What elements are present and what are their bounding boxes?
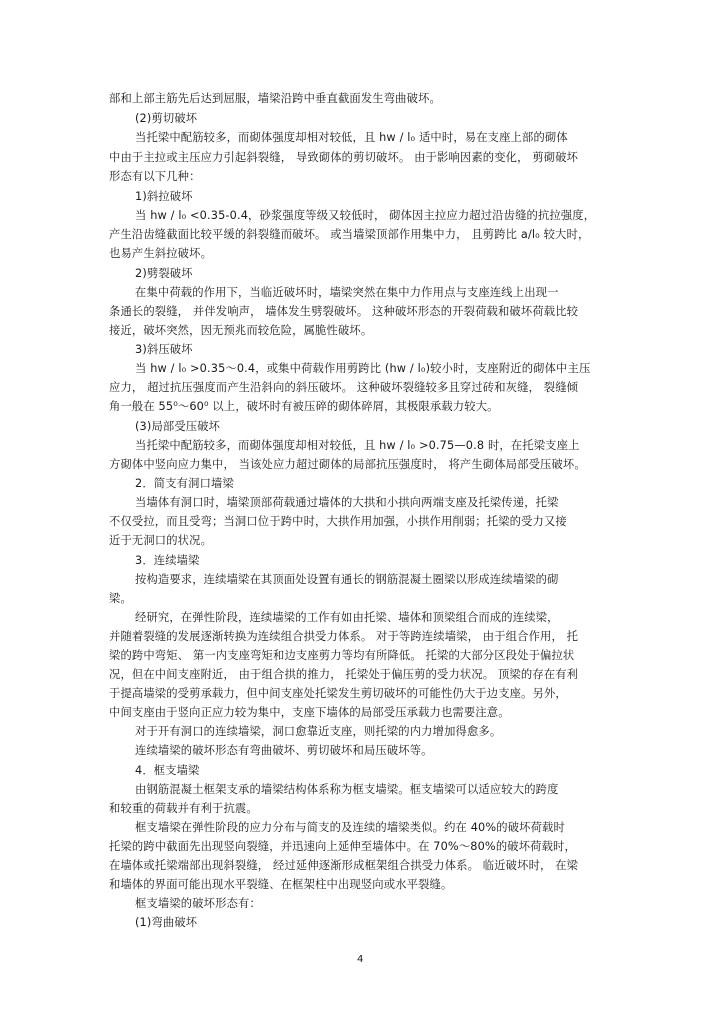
text-line: 和较重的荷载并有利于抗震。 [109,802,258,815]
section-heading-shear: (2)剪切破坏 [135,112,198,125]
text-line: 中间支座由于竖向正应力较为集中，支座下墙体的局部受压承载力也需要注意。 [109,706,510,719]
text-line: 于提高墙梁的受剪承载力，但中间支座处托梁发生剪切破坏的可能性仍大于边支座。另外， [109,687,567,700]
text-line: 托梁的跨中截面先出现竖向裂缝，并迅速向上延伸至墙体中。在 70%～80%的破坏荷载时， [109,840,576,853]
text-line: 产生沿齿缝截面比较平缓的斜裂缝而破坏。 或当墙梁顶部作用集中力， 且剪跨比 a/l₀ 较大时， [109,228,590,241]
section-heading-frame-supported: 4．框支墙梁 [135,764,200,777]
text-line: 当托梁中配筋较多，而砌体强度却相对较低，且 hw / l₀ 适中时，易在支座上部的砌体 [135,131,568,144]
text-line: 中由于主拉或主压应力引起斜裂缝， 导致砌体的剪切破坏。 由于影响因素的变化， 剪砌破坏 [109,151,579,164]
text-line: 当托梁中配筋较多，而砌体强度却相对较低，且 hw / l₀ >0.75—0.8 时，在托梁支座上 [135,439,580,452]
text-line: 近于无洞口的状况。 [109,534,213,547]
page-number: 4 [357,954,364,965]
text-line: 由钢筋混凝土框架支承的墙梁结构体系称为框支墙梁。框支墙梁可以适应较大的跨度 [135,783,559,796]
text-line: 和墙体的界面可能出现水平裂缝、在框架柱中出现竖向或水平裂缝。 [109,878,453,891]
text-line: 在墙体或托梁端部出现斜裂缝， 经过延伸逐渐形成框架组合拱受力体系。 临近破坏时， 在梁 [109,859,579,872]
subheading-diagonal-tension: 1)斜拉破坏 [135,190,193,203]
text-line: 形态有以下几种： [109,170,201,183]
text-line: 连续墙梁的破坏形态有弯曲破坏、剪切破坏和局压破坏等。 [135,744,433,757]
text-line: 接近，破坏突然，因无预兆而较危险，属脆性破坏。 [109,324,373,337]
text-line: 方砌体中竖向应力集中， 当该处应力超过砌体的局部抗压强度时， 将产生砌体局部受压破坏。 [109,458,586,471]
text-line: 框支墙梁的破坏形态有： [135,897,261,910]
subheading-bending-failure: (1)弯曲破坏 [135,916,198,929]
text-line: 部和上部主筋先后达到屈服，墙梁沿跨中垂直截面发生弯曲破坏。 [109,92,441,105]
text-line: 在集中荷载的作用下，当临近破坏时，墙梁突然在集中力作用点与支座连线上出现一 [135,286,559,299]
text-line: 条通长的裂缝， 并伴发响声， 墙体发生劈裂破坏。 这种破坏形态的开裂荷载和破坏荷载比较 [109,305,579,318]
text-line: 对于开有洞口的连续墙梁，洞口愈靠近支座，则托梁的内力增加得愈多。 [135,725,502,738]
section-heading-local-compression: (3)局部受压破坏 [135,420,221,433]
text-line: 角一般在 55⁰～60⁰ 以上，破坏时有被压碎的砌体碎屑，其极限承载力较大。 [109,400,499,413]
subheading-diagonal-compression: 3)斜压破坏 [135,343,193,356]
subheading-splitting: 2)劈裂破坏 [135,267,193,280]
text-line: 当 hw / l₀ >0.35～0.4，或集中荷载作用剪跨比 (hw / l₀)较小时，支座附近的砌体中主压 [135,362,591,375]
text-line: 也易产生斜拉破坏。 [109,247,213,260]
section-heading-continuous: 3．连续墙梁 [135,554,200,567]
text-line: 经研究，在弹性阶段，连续墙梁的工作有如由托梁、墙体和顶梁组合而成的连续梁， [135,611,559,624]
section-heading-simply-supported-opening: 2．简支有洞口墙梁 [135,477,234,490]
text-line: 梁的跨中弯矩、 第一内支座弯矩和边支座剪力等均有所降低。 托梁的大部分区段处于偏拉状 [109,649,575,662]
text-line: 当墙体有洞口时，墙梁顶部荷载通过墙体的大拱和小拱向两端支座及托梁传递，托梁 [135,496,559,509]
text-line: 应力， 超过抗压强度而产生沿斜向的斜压破坏。 这种破坏裂缝较多且穿过砖和灰缝， 裂缝倾 [109,381,579,394]
text-line: 按构造要求，连续墙梁在其顶面处设置有通长的钢筋混凝土圈梁以形成连续墙梁的砌 [135,573,559,586]
text-line: 况，但在中间支座附近， 由于组合拱的推力， 托梁处于偏压剪的受力状况。 顶梁的存在有利 [109,668,579,681]
text-line: 框支墙梁在弹性阶段的应力分布与简支的及连续的墙梁类似。约在 40%的破坏荷载时 [135,821,565,834]
text-line: 不仅受拉，而且受弯；当洞口位于跨中时，大拱作用加强，小拱作用削弱；托梁的受力又接 [109,515,567,528]
text-line: 梁。 [109,592,132,605]
text-line: 并随着裂缝的发展逐渐转换为连续组合拱受力体系。 对于等跨连续墙梁， 由于组合作用， 托 [109,630,579,643]
text-line: 当 hw / l₀ <0.35-0.4，砂浆强度等级又较低时， 砌体因主拉应力超过沿齿缝的抗拉强度， [135,209,596,222]
